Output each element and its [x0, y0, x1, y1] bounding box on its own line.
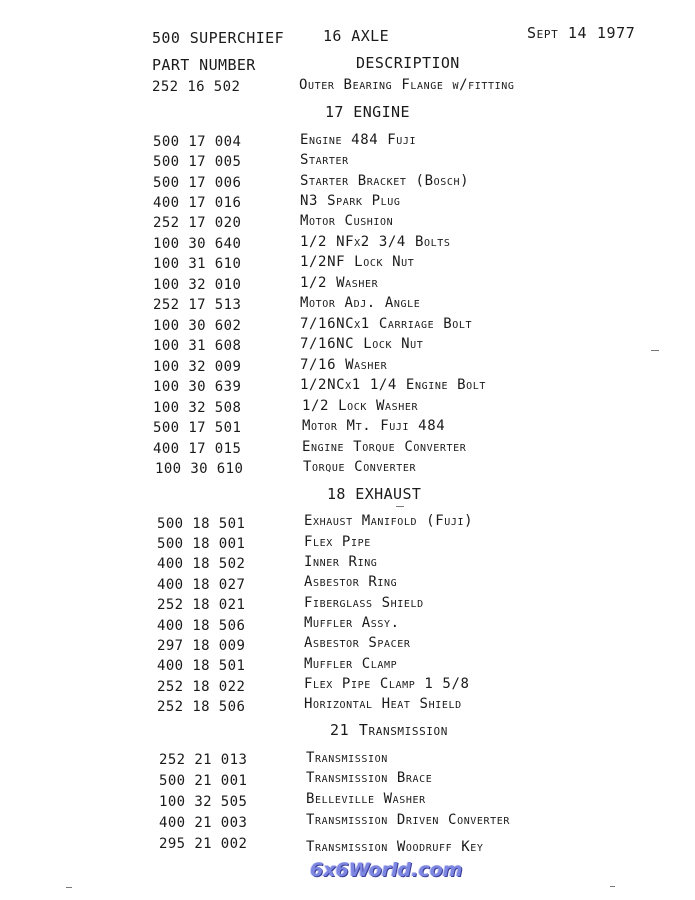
table-row-desc: Flex Pipe [304, 534, 371, 550]
table-row-part: 400 21 003 [159, 815, 248, 831]
table-row-desc: Muffler Clamp [304, 656, 398, 672]
table-row-part: 500 21 001 [159, 773, 248, 789]
table-row-desc: 1/2NF Lock Nut [300, 254, 415, 270]
table-row-part: 100 30 640 [153, 236, 242, 252]
table-row-desc: Motor Cushion [300, 213, 394, 229]
table-row-part: 100 30 602 [153, 318, 242, 334]
part-number-column-header: PART NUMBER [152, 56, 256, 74]
table-row-desc: 1/2 Washer [300, 275, 379, 291]
table-row-desc: Motor Mt. Fuji 484 [302, 418, 446, 434]
table-row-desc: Motor Adj. Angle [300, 295, 421, 311]
table-row-part: 252 17 020 [153, 215, 242, 231]
scan-speck [651, 350, 659, 351]
table-row-desc: Asbestor Spacer [304, 635, 411, 651]
table-row-part: 400 18 502 [157, 556, 246, 572]
table-row-part: 100 32 505 [159, 794, 248, 810]
table-row-desc: Transmission [306, 750, 388, 766]
section-exhaust-title: 18 EXHAUST [327, 485, 422, 503]
table-row-part: 400 17 016 [153, 195, 242, 211]
table-row-desc: Starter Bracket (Bosch) [300, 173, 470, 189]
table-row-desc: N3 Spark Plug [300, 193, 401, 209]
scan-speck [610, 886, 615, 887]
table-row-desc: Muffler Assy. [304, 615, 400, 631]
table-row-desc: Engine 484 Fuji [300, 132, 417, 148]
table-row-desc: 1/2NCx1 1/4 Engine Bolt [300, 377, 486, 393]
section-engine-title: 17 ENGINE [325, 103, 410, 121]
table-row-part: 100 32 010 [153, 277, 242, 293]
table-row-part: 400 17 015 [153, 441, 242, 457]
table-row-desc: Flex Pipe Clamp 1 5/8 [304, 676, 470, 692]
table-row-desc: 7/16NCx1 Carriage Bolt [300, 316, 473, 332]
table-row-part: 252 18 022 [157, 679, 246, 695]
table-row-part: 100 32 009 [153, 359, 242, 375]
document-date: Sept 14 1977 [527, 24, 636, 42]
table-row-desc: Inner Ring [304, 554, 378, 570]
table-row-part: 100 30 610 [155, 461, 244, 477]
axle-description: Outer Bearing Flange w/fitting [299, 77, 515, 93]
table-row-part: 100 30 639 [153, 379, 242, 395]
table-row-desc: Starter [300, 152, 349, 168]
table-row-desc: 7/16NC Lock Nut [300, 336, 424, 352]
table-row-part: 500 18 501 [157, 516, 246, 532]
table-row-desc: Belleville Washer [306, 791, 426, 807]
table-row-part: 500 17 501 [153, 420, 242, 436]
table-row-part: 252 18 021 [157, 597, 246, 613]
axle-part-number: 252 16 502 [152, 79, 241, 95]
table-row-part: 100 31 608 [153, 338, 242, 354]
scan-speck [66, 887, 72, 888]
table-row-part: 100 32 508 [153, 400, 242, 416]
table-row-desc: 7/16 Washer [300, 357, 388, 373]
table-row-part: 252 21 013 [159, 752, 248, 768]
table-row-desc: 1/2 Lock Washer [302, 398, 419, 414]
section-transmission-title: 21 Transmission [330, 721, 448, 739]
table-row-part: 297 18 009 [157, 638, 246, 654]
table-row-desc: Transmission Driven Converter [306, 812, 511, 828]
table-row-part: 500 17 004 [153, 134, 242, 150]
table-row-desc: Asbestor Ring [304, 574, 398, 590]
description-column-header: DESCRIPTION [356, 54, 460, 72]
table-row-desc: Transmission Woodruff Key [306, 839, 484, 855]
table-row-desc: Exhaust Manifold (Fuji) [304, 513, 474, 529]
table-row-desc: Horizontal Heat Shield [304, 696, 462, 712]
table-row-desc: Torque Converter [303, 459, 417, 475]
table-row-part: 400 18 501 [157, 658, 246, 674]
table-row-part: 500 17 005 [153, 154, 242, 170]
table-row-part: 400 18 027 [157, 577, 246, 593]
model-title: 500 SUPERCHIEF [152, 29, 285, 47]
section-axle-title: 16 AXLE [323, 27, 390, 45]
scan-speck [396, 506, 404, 507]
table-row-part: 100 31 610 [153, 256, 242, 272]
table-row-part: 252 17 513 [153, 297, 242, 313]
table-row-desc: 1/2 NFx2 3/4 Bolts [300, 234, 451, 250]
table-row-part: 400 18 506 [157, 618, 246, 634]
table-row-desc: Engine Torque Converter [302, 439, 467, 455]
table-row-part: 500 17 006 [153, 175, 242, 191]
table-row-part: 295 21 002 [159, 836, 248, 852]
table-row-desc: Transmission Brace [306, 770, 433, 786]
site-watermark-logo: 6x6World.com [310, 859, 463, 881]
table-row-part: 500 18 001 [157, 536, 246, 552]
table-row-desc: Fiberglass Shield [304, 595, 424, 611]
table-row-part: 252 18 506 [157, 699, 246, 715]
